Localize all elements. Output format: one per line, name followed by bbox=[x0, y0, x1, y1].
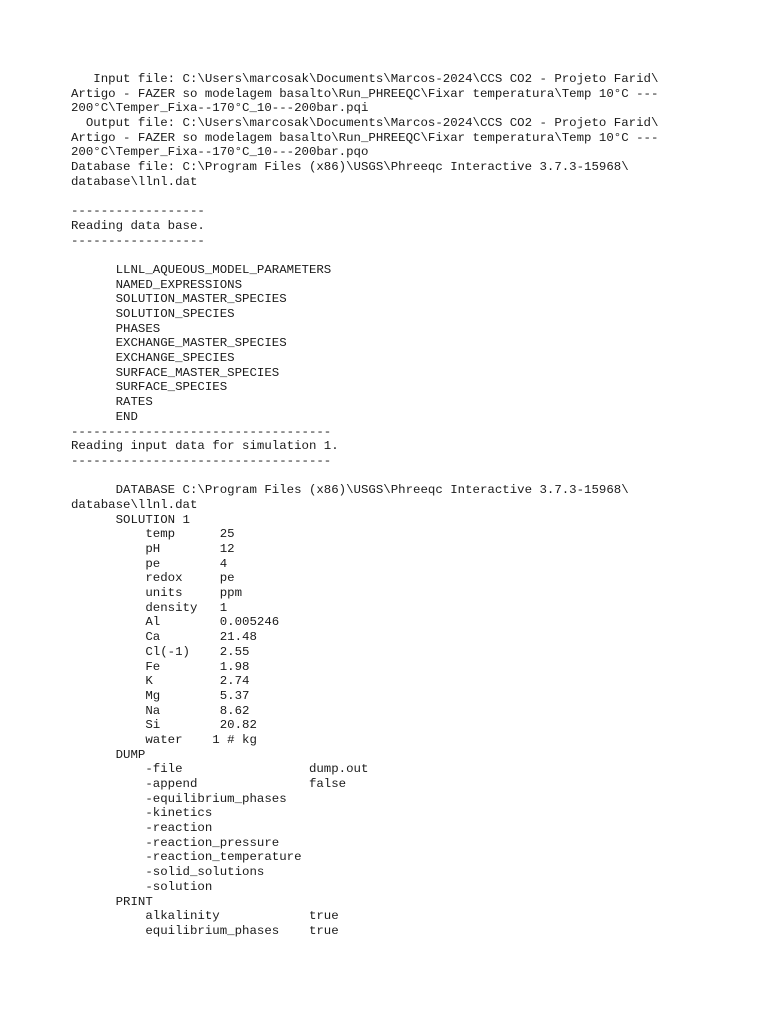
db-keyword: END bbox=[71, 409, 138, 424]
dump-option: -reaction_temperature bbox=[71, 850, 302, 865]
spacer bbox=[71, 190, 751, 205]
output-document bbox=[71, 72, 751, 939]
dump-option: -solid_solutions bbox=[71, 865, 265, 880]
solution-parameter: Mg 5.37 bbox=[71, 688, 250, 703]
spacer bbox=[71, 248, 751, 263]
output-file-line-2: Artigo - FAZER so modelagem basalto\Run_PHREEQC\Fixar temperatura\Temp 10°C --- bbox=[71, 130, 659, 145]
solution-parameter: Si 20.82 bbox=[71, 718, 257, 733]
print-option: alkalinity true bbox=[71, 909, 339, 924]
database-file-line-2: database\llnl.dat bbox=[71, 174, 198, 189]
dump-option: -equilibrium_phases bbox=[71, 791, 287, 806]
dump-option: -solution bbox=[71, 879, 213, 894]
solution-parameter: water 1 # kg bbox=[71, 732, 257, 747]
input-file-line-1: Input file: C:\Users\marcosak\Documents\Marcos-2024\CCS CO2 - Projeto Farid\ bbox=[71, 72, 659, 86]
solution-parameter: Cl(-1) 2.55 bbox=[71, 644, 250, 659]
db-keyword: EXCHANGE_SPECIES bbox=[71, 351, 235, 366]
db-keyword: SURFACE_SPECIES bbox=[71, 380, 228, 395]
output-file-line-1: Output file: C:\Users\marcosak\Documents\Marcos-2024\CCS CO2 - Projeto Farid\ bbox=[71, 116, 659, 131]
print-header: PRINT bbox=[71, 894, 153, 909]
db-keyword: LLNL_AQUEOUS_MODEL_PARAMETERS bbox=[71, 262, 332, 277]
dump-option: -file dump.out bbox=[71, 762, 369, 777]
db-keyword: EXCHANGE_MASTER_SPECIES bbox=[71, 336, 287, 351]
solution-parameter: Al 0.005246 bbox=[71, 615, 280, 630]
db-keyword: RATES bbox=[71, 395, 153, 410]
db-keyword-list bbox=[71, 263, 751, 425]
spacer bbox=[71, 469, 751, 484]
solution-parameter: Fe 1.98 bbox=[71, 659, 250, 674]
divider-top: ----------------------------------- bbox=[71, 424, 332, 439]
solution-parameter: redox pe bbox=[71, 571, 235, 586]
database-file-line-1: Database file: C:\Program Files (x86)\USGS\Phreeqc Interactive 3.7.3-15968\ bbox=[71, 160, 629, 175]
solution-parameter: density 1 bbox=[71, 600, 228, 615]
dump-option: -kinetics bbox=[71, 806, 213, 821]
input-file-line-3: 200°C\Temper_Fixa--170°C_10---200bar.pqi bbox=[71, 101, 369, 116]
divider-top: ------------------ bbox=[71, 204, 205, 219]
print-option-list bbox=[71, 909, 751, 938]
solution-parameter: Ca 21.48 bbox=[71, 630, 257, 645]
solution-parameter: K 2.74 bbox=[71, 674, 250, 689]
divider-bottom: ----------------------------------- bbox=[71, 453, 332, 468]
print-option: equilibrium_phases true bbox=[71, 923, 339, 938]
dump-option: -reaction_pressure bbox=[71, 835, 280, 850]
section-title-reading-input: Reading input data for simulation 1. bbox=[71, 439, 339, 454]
input-file-line-2: Artigo - FAZER so modelagem basalto\Run_PHREEQC\Fixar temperatura\Temp 10°C --- bbox=[71, 86, 659, 101]
solution-parameter: pH 12 bbox=[71, 542, 235, 556]
dump-header: DUMP bbox=[71, 747, 146, 762]
dump-option: -append false bbox=[71, 777, 347, 791]
db-keyword: SURFACE_MASTER_SPECIES bbox=[71, 365, 280, 380]
dump-option: -reaction bbox=[71, 821, 213, 836]
divider-bottom: ------------------ bbox=[71, 233, 205, 248]
section-title-reading-db: Reading data base. bbox=[71, 218, 205, 233]
db-keyword: SOLUTION_MASTER_SPECIES bbox=[71, 292, 287, 307]
output-file-line-3: 200°C\Temper_Fixa--170°C_10---200bar.pqo bbox=[71, 145, 369, 160]
dump-option-list bbox=[71, 762, 751, 894]
solution-parameter: units ppm bbox=[71, 586, 243, 601]
db-keyword: NAMED_EXPRESSIONS bbox=[71, 277, 243, 292]
solution-parameter: pe 4 bbox=[71, 556, 228, 571]
solution-parameter-list bbox=[71, 527, 751, 747]
db-keyword: SOLUTION_SPECIES bbox=[71, 307, 235, 321]
db-keyword: PHASES bbox=[71, 321, 161, 336]
database-keyword-line-1: DATABASE C:\Program Files (x86)\USGS\Phreeqc Interactive 3.7.3-15968\ bbox=[71, 483, 629, 498]
solution-parameter: Na 8.62 bbox=[71, 703, 250, 718]
solution-header: SOLUTION 1 bbox=[71, 512, 190, 527]
solution-parameter: temp 25 bbox=[71, 527, 235, 542]
database-keyword-line-2: database\llnl.dat bbox=[71, 497, 198, 512]
